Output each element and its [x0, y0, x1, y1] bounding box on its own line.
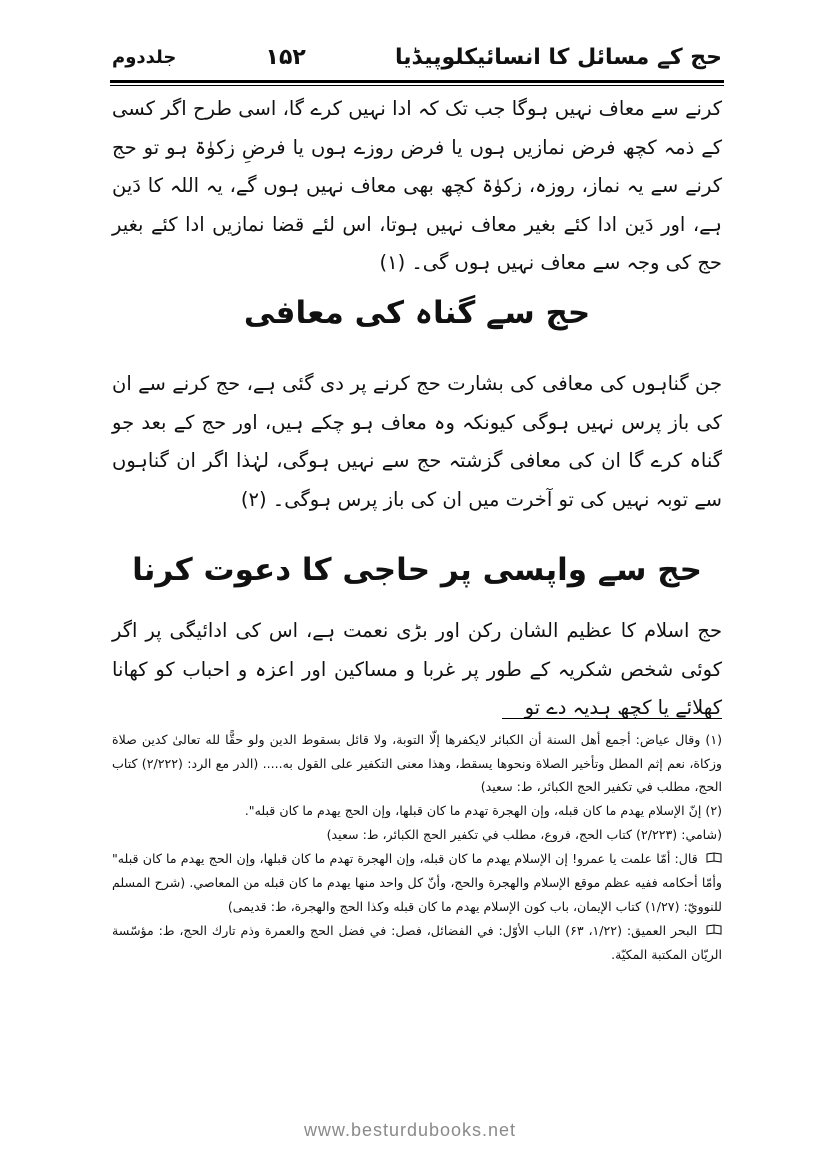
- footnote-1-reference: (الدر مع الرد: (۲/۲۲۲) كتاب الحج، مطلب في تكفير الحج الكبائر، ط: سعيد): [112, 755, 722, 795]
- footnote-3-text: قال: أمّا علمت يا عمرو! إن الإسلام يهدم ما كان قبله، وإن الهجرة تهدم ما كان قبلها، وإن الحج يهدم ما كان قبله" وأمّا أحكامه ففيه عظم موقع الإسلام والهجرة والحج، وأنّ كل واحد منها يهدم ما كان قبله من المعاصي. (شرح المسلم للنوويّ: (۱/۲۷) كتاب الإيمان، باب كون الإسلام يهدم ما كان قبله وكذا الحج والهجرة، ط: قديمى): [112, 850, 722, 914]
- paragraph-1: کرنے سے معاف نہیں ہوگا جب تک کہ ادا نہیں کرے گا، اسی طرح اگر کسی کے ذمہ کچھ فرض نمازیں ہوں یا فرض روزے ہوں یا فرضِ زکوٰۃ ہو تو حج کرنے سے یہ نماز، روزہ، زکوٰۃ کچھ بھی معاف نہیں ہوں گے، یہ اللہ کا دَین ہے، اور دَین ادا کئے بغیر معاف نہیں ہوتا، اس لئے قضا نمازیں ادا کئے بغیر حج کی وجہ سے معاف نہیں ہوں گی۔ (۱): [112, 97, 722, 274]
- footnote-4-text: البحر العميق: (۱/۲۲، ۶۳) الباب الأوّل: في الفضائل، فصل: في فضل الحج والعمرة وذم تارك الحج، ط: مؤسّسة الريّان المكتبة المكيّة.: [112, 922, 722, 963]
- footnote-4: [112, 919, 722, 967]
- heading-forgiveness-of-sins: حج سے گناہ کی معافی: [243, 295, 591, 331]
- footnote-2-text: (۲) إنّ الإسلام يهدم ما كان قبله، وإن الهجرة تهدم ما كان قبلها، وإن الحج يهدم ما كان قبله".: [244, 803, 722, 819]
- page-number: ۱۵۲: [265, 44, 306, 70]
- footnote-2-reference: (شامي: (۲/۲۲۳) كتاب الحج، فروع، مطلب في تكفير الحج الكبائر، ط: سعيد): [326, 826, 722, 842]
- book-icon: [706, 848, 722, 872]
- paragraph-2: جن گناہوں کی معافی کی بشارت حج کرنے پر دی گئی ہے، حج کرنے سے ان کی باز پرس نہیں ہوگی کیونکہ وہ معاف ہو چکے ہیں، اور حج کے بعد جو گناہ کرے گا ان کی معافی گزشتہ حج سے نہیں ہوگی، لہٰذا اگر ان گناہوں سے توبہ نہیں کی تو آخرت میں ان کی باز پرس ہوگی۔ (۲): [112, 372, 722, 511]
- footnote-1: [112, 728, 722, 799]
- paragraph-3: حج اسلام کا عظیم الشان رکن اور بڑی نعمت ہے، اس کی ادائیگی پر اگر کوئی شخص شکریہ کے طور پر غربا و مساکین اور اعزہ و احباب کو کھانا کھلائے یا کچھ ہدیہ دے تو: [112, 619, 722, 719]
- header-rule: [110, 80, 724, 86]
- book-title: حج کے مسائل کا انسائیکلوپیڈیا: [395, 44, 722, 70]
- footnote-3: [112, 847, 722, 919]
- book-icon: [706, 920, 722, 944]
- heading-hajji-feast-on-return: حج سے واپسی پر حاجی کا دعوت کرنا: [132, 552, 702, 588]
- footnote-1-text: (۱) وقال عياض: أجمع أهل السنة أن الكبائر لايكفرها إلّا التوبة، ولا قائل بسقوط الدين ولو حقًّا لله تعالىٰ كدين صلاة وزكاة، نعم إثم المطل وتأخير الصلاة ونحوها يسقط، وهذا معنى التكفير على القول به.....: [112, 732, 723, 771]
- footnote-rule: [502, 718, 722, 719]
- running-header: [112, 36, 722, 78]
- volume-label: جلددوم: [112, 46, 177, 68]
- footnote-2: [112, 799, 722, 823]
- footnote-2-ref: [112, 823, 722, 847]
- footnotes: [112, 728, 722, 967]
- website-watermark: www.besturdubooks.net: [303, 1120, 517, 1140]
